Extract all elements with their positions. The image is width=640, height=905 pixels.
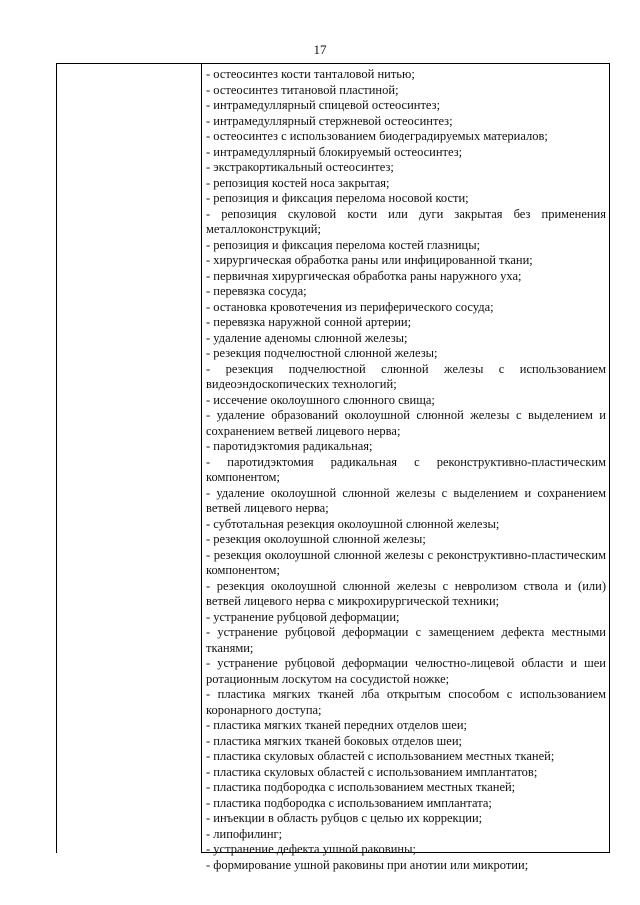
list-item: - резекция околоушной слюнной железы;: [206, 532, 426, 546]
list-item: - формирование ушной раковины при анотии или микротии;: [206, 857, 529, 872]
list-item: - устранение рубцовой деформации с замещением дефекта местными тканями;: [206, 625, 606, 655]
list-item: - резекция подчелюстной слюнной железы с использованием видеоэндоскопических технологий;: [206, 361, 606, 391]
list-item: - репозиция и фиксация перелома носовой кости;: [206, 191, 469, 205]
list-item: - устранение рубцовой деформации;: [206, 609, 400, 624]
list-item: - пластика мягких тканей лба открытым способом с использованием коронарного доступа;: [206, 687, 606, 717]
list-item: - пластика мягких тканей боковых отделов шеи;: [206, 733, 463, 748]
list-item: - устранение дефекта ушной раковины;: [206, 842, 416, 856]
list-item: - субтотальная резекция околоушной слюнной железы;: [206, 516, 500, 531]
list-item: - пластика скуловых областей с использованием имплантатов;: [206, 764, 538, 779]
list-item: - резекция околоушной слюнной железы с невролизом ствола и (или) ветвей лицевого нерва с микрохирургической техники;: [206, 578, 606, 608]
list-item: - пластика мягких тканей передних отделов шеи;: [206, 718, 468, 732]
procedure-list: [206, 67, 606, 873]
list-item: - пластика подбородка с использованием имплантата;: [206, 795, 492, 810]
list-item: - пластика скуловых областей с использованием местных тканей;: [206, 749, 555, 763]
list-item: - интрамедуллярный спицевой остеосинтез;: [206, 98, 441, 112]
list-item: - репозиция костей носа закрытая;: [206, 175, 390, 190]
list-item: - хирургическая обработка раны или инфицированной ткани;: [206, 253, 533, 267]
list-item: - пластика подбородка с использованием местных тканей;: [206, 780, 516, 794]
list-item: - резекция околоушной слюнной железы с реконструктивно-пластическим компонентом;: [206, 547, 606, 577]
list-item: - инъекции в область рубцов с целью их коррекции;: [206, 811, 483, 825]
list-item: - удаление околоушной слюнной железы с выделением и сохранением ветвей лицевого нерва;: [206, 485, 606, 515]
list-item: - интрамедуллярный блокируемый остеосинтез;: [206, 144, 463, 159]
list-item: - удаление образований околоушной слюнной железы с выделением и сохранением ветвей лицевого нерва;: [206, 408, 606, 438]
list-item: - остановка кровотечения из периферического сосуда;: [206, 299, 494, 314]
column-divider: [201, 64, 202, 853]
list-item: - остеосинтез кости танталовой нитью;: [206, 67, 415, 81]
list-item: - первичная хирургическая обработка раны наружного уха;: [206, 268, 522, 283]
list-item: - репозиция скуловой кости или дуги закрытая без применения металлоконструкций;: [206, 206, 606, 236]
list-item: - остеосинтез титановой пластиной;: [206, 82, 399, 97]
list-item: - паротидэктомия радикальная с реконструктивно-пластическим компонентом;: [206, 454, 606, 484]
list-item: - остеосинтез с использованием биодеградируемых материалов;: [206, 129, 548, 143]
list-item: - репозиция и фиксация перелома костей глазницы;: [206, 237, 481, 252]
list-item: - устранение рубцовой деформации челюстно-лицевой области и шеи ротационным лоскутом на сосудистой ножке;: [206, 656, 606, 686]
list-item: - удаление аденомы слюнной железы;: [206, 330, 408, 345]
page-number: 17: [313, 42, 327, 57]
list-item: - перевязка наружной сонной артерии;: [206, 315, 412, 329]
list-item: - липофилинг;: [206, 826, 283, 841]
list-item: - иссечение околоушного слюнного свища;: [206, 392, 435, 407]
list-item: - паротидэктомия радикальная;: [206, 439, 373, 453]
list-item: - резекция подчелюстной слюнной железы;: [206, 346, 438, 360]
list-item: - интрамедуллярный стержневой остеосинтез;: [206, 113, 453, 128]
procedures-table: [56, 63, 610, 872]
empty-left-cell: [57, 64, 201, 853]
list-item: - экстракортикальный остеосинтез;: [206, 160, 394, 174]
list-item: - перевязка сосуда;: [206, 284, 307, 298]
